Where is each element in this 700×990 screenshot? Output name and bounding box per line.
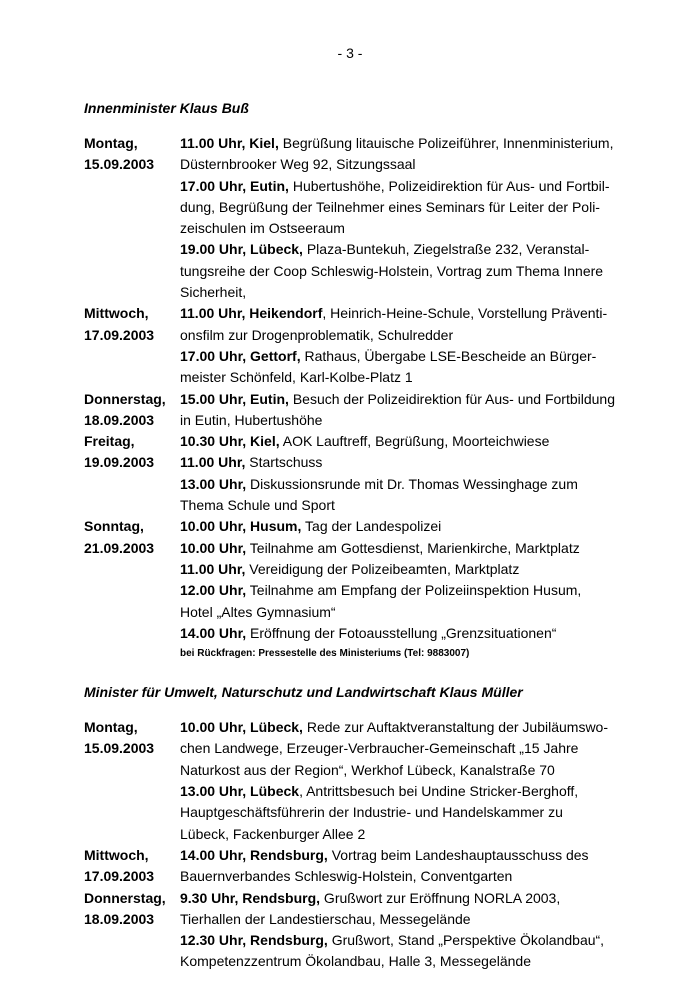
appointments-cell [180,516,624,664]
appointment-description: Tag der Landespolizei [301,518,442,535]
weekday: Mittwoch, [84,846,149,863]
appointment-time-place: 11.00 Uhr, Heikendorf [180,305,323,322]
appointment-entry [180,930,624,973]
appointment-entry [180,176,624,240]
appointment-entry [180,389,624,432]
appointment-description: AOK Lauftreff, Begrüßung, Moorteichwiese [279,433,550,450]
appointment-description: Plaza-Buntekuh, Ziegelstraße 232, Veranstal- [302,241,590,258]
appointment-description: , Heinrich-Heine-Schule, Vorstellung Präventi- [322,305,608,322]
schedule-day-row [84,845,624,888]
appointments-cell [180,431,624,516]
appointment-time-place: 10.00 Uhr, Husum, [180,518,302,535]
schedule-section [84,98,624,664]
day-date-cell [84,389,180,432]
date: 15.09.2003 [84,156,155,173]
schedule-table [84,717,624,973]
appointment-description: Rede zur Auftaktveranstaltung der Jubiläumswo- [302,719,608,736]
date: 17.09.2003 [84,326,155,343]
appointment-entry [180,239,624,303]
appointment-description: Besuch der Polizeidirektion für Aus- und Fortbildung [288,390,616,407]
schedule-day-row [84,133,624,303]
appointment-time-place: 9.30 Uhr, Rendsburg, [180,889,321,906]
appointment-entry [180,346,624,389]
appointment-description: , Antrittsbesuch bei Undine Stricker-Berghoff, [299,783,579,800]
appointment-entry [180,133,624,176]
appointment-entry [180,845,624,888]
appointment-description: Teilnahme am Empfang der Polizeiinspektion Husum, [246,582,582,599]
appointment-description: dung, Begrüßung der Teilnehmer eines Seminars für Leiter der Poli- [180,198,600,215]
day-date-cell [84,303,180,388]
appointment-entry [180,474,624,517]
weekday: Montag, [84,135,138,151]
appointment-entry [180,580,624,623]
weekday: Montag, [84,719,138,736]
appointment-description: Naturkost aus der Region“, Werkhof Lübeck, Kanalstraße 70 [180,761,555,778]
appointment-description: Eröffnung der Fotoausstellung „Grenzsituationen“ [246,624,557,641]
appointment-time-place: 11.00 Uhr, [180,454,246,471]
page-number: - 3 - [337,45,363,61]
appointment-time-place: 10.30 Uhr, Kiel, [180,433,280,450]
appointment-time-place: 10.00 Uhr, [180,539,247,556]
weekday: Donnerstag, [84,390,166,407]
appointments-cell [180,389,624,432]
appointment-entry [180,303,624,346]
appointment-description: Sicherheit, [180,284,247,301]
press-contact-note: bei Rückfragen: Pressestelle des Ministeriums (Tel: 9883007) [180,648,470,660]
appointment-description: zeischulen im Ostseeraum [180,220,345,237]
appointments-cell [180,717,624,845]
appointment-entry [180,431,624,452]
appointment-description: Startschuss [245,454,323,471]
appointment-description: Düsternbrooker Weg 92, Sitzungssaal [180,156,416,173]
appointment-entry [180,781,624,845]
schedule-day-row [84,431,624,516]
weekday: Donnerstag, [84,889,166,906]
appointments-cell [180,888,624,973]
appointment-entry [180,452,624,473]
appointment-description: Diskussionsrunde mit Dr. Thomas Wessinghage zum [246,475,578,492]
appointment-description: Thema Schule und Sport [180,497,335,514]
date: 18.09.2003 [84,411,155,428]
section-title: Innenminister Klaus Buß [84,100,249,116]
appointment-description: Hauptgeschäftsführerin der Industrie- und Handelskammer zu [180,804,563,821]
weekday: Freitag, [84,433,135,450]
schedule-section [84,682,624,973]
date: 19.09.2003 [84,454,155,471]
appointment-time-place: 17.00 Uhr, Gettorf, [180,347,301,364]
appointment-description: Hubertushöhe, Polizeidirektion für Aus- und Fortbil- [288,177,610,194]
schedule-table [84,133,624,664]
day-date-cell [84,133,180,303]
appointment-description: Vereidigung der Polizeibeamten, Marktplatz [245,560,520,577]
day-date-cell [84,516,180,664]
appointment-description: Grußwort zur Eröffnung NORLA 2003, [320,889,561,906]
schedule-day-row [84,717,624,845]
appointment-description: Lübeck, Fackenburger Allee 2 [180,825,366,842]
appointment-description: Begrüßung litauische Polizeiführer, Innenministerium, [278,135,614,151]
appointment-description: Hotel „Altes Gymnasium“ [180,603,336,620]
appointment-description: Grußwort, Stand „Perspektive Ökolandbau“, [327,932,605,949]
appointment-description: Bauernverbandes Schleswig-Holstein, Conventgarten [180,868,513,885]
appointment-description: Vortrag beim Landeshauptausschuss des [327,846,589,863]
day-date-cell [84,888,180,973]
appointment-time-place: 13.00 Uhr, Lübeck [180,783,300,800]
appointment-time-place: 12.00 Uhr, [180,582,247,599]
appointment-description: meister Schönfeld, Karl-Kolbe-Platz 1 [180,369,413,386]
appointments-cell [180,845,624,888]
appointments-cell [180,303,624,388]
appointment-time-place: 10.00 Uhr, Lübeck, [180,719,303,736]
date: 17.09.2003 [84,868,155,885]
schedule-day-row [84,888,624,973]
appointment-entry [180,623,624,644]
section-title: Minister für Umwelt, Naturschutz und Landwirtschaft Klaus Müller [84,684,523,701]
schedule-day-row [84,303,624,388]
appointment-time-place: 13.00 Uhr, [180,475,247,492]
appointment-entry [180,538,624,559]
appointment-description: Kompetenzzentrum Ökolandbau, Halle 3, Messegelände [180,953,531,970]
appointments-cell [180,133,624,303]
appointment-description: chen Landwege, Erzeuger-Verbraucher-Gemeinschaft „15 Jahre [180,740,579,757]
appointment-description: tungsreihe der Coop Schleswig-Holstein, Vortrag zum Thema Innere [180,262,604,279]
appointment-time-place: 11.00 Uhr, [180,560,246,577]
appointment-description: Tierhallen der Landestierschau, Messegelände [180,910,471,927]
weekday: Mittwoch, [84,305,149,322]
document-body [84,98,624,973]
day-date-cell [84,717,180,845]
appointment-time-place: 14.00 Uhr, [180,624,247,641]
day-date-cell [84,431,180,516]
appointment-time-place: 12.30 Uhr, Rendsburg, [180,932,328,949]
appointment-description: in Eutin, Hubertushöhe [180,411,323,428]
appointment-time-place: 19.00 Uhr, Lübeck, [180,241,303,258]
appointment-entry [180,888,624,931]
appointment-description: onsfilm zur Drogenproblematik, Schulredder [180,326,454,343]
appointment-description: Rathaus, Übergabe LSE-Bescheide an Bürger- [300,347,597,364]
appointment-time-place: 11.00 Uhr, Kiel, [180,135,279,151]
appointment-description: Teilnahme am Gottesdienst, Marienkirche, Marktplatz [246,539,580,556]
schedule-day-row [84,389,624,432]
appointment-time-place: 15.00 Uhr, Eutin, [180,390,289,407]
weekday: Sonntag, [84,518,144,535]
date: 15.09.2003 [84,740,155,757]
appointment-time-place: 17.00 Uhr, Eutin, [180,177,289,194]
appointment-time-place: 14.00 Uhr, Rendsburg, [180,846,328,863]
day-date-cell [84,845,180,888]
appointment-entry [180,559,624,580]
appointment-entry [180,516,624,537]
appointment-entry [180,717,624,781]
date: 21.09.2003 [84,539,155,556]
date: 18.09.2003 [84,910,155,927]
schedule-day-row [84,516,624,664]
